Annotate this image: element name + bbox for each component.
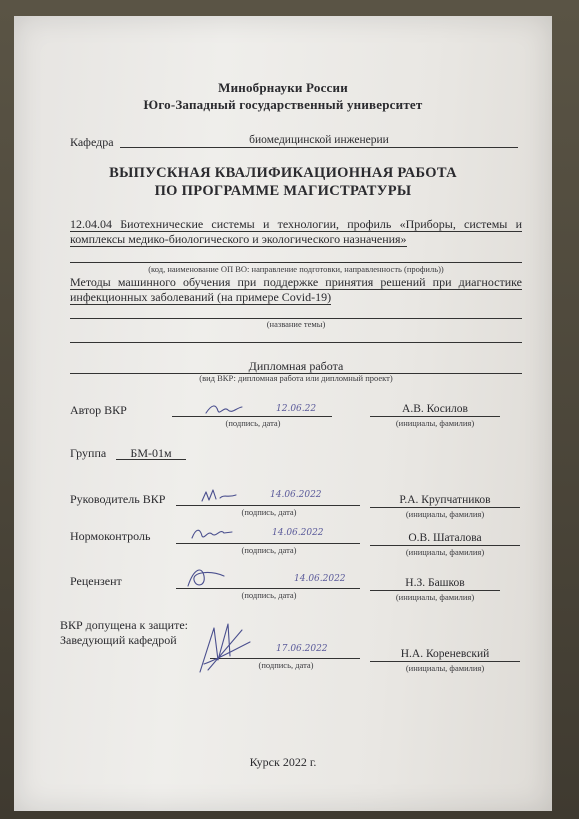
author-signature-caption: (подпись, дата) — [225, 418, 281, 428]
work-type-caption: (вид ВКР: дипломная работа или дипломный проект) — [199, 373, 393, 383]
work-type-value: Дипломная работа — [248, 359, 344, 373]
specialty-caption: (код, наименование ОП ВО: направление подготовки, направленность (профиль)) — [148, 264, 444, 274]
head-name: Н.А. Кореневский — [400, 648, 490, 660]
supervisor-signature — [200, 486, 240, 504]
specialty-underline — [70, 262, 522, 263]
head-name-line — [370, 661, 520, 662]
normcontrol-label: Нормоконтроль — [70, 529, 151, 543]
document-title-line2: ПО ПРОГРАММЕ МАГИСТРАТУРЫ — [154, 183, 412, 199]
normcontrol-date: 14.06.2022 — [272, 528, 324, 538]
reviewer-label: Рецензент — [70, 574, 122, 588]
group-label: Группа — [70, 446, 107, 460]
thesis-topic-value: Методы машинного обучения при поддержке принятия решений при диагностике инфекционных заболеваний (на примере Covid-19) — [70, 275, 522, 304]
supervisor-signature-caption: (подпись, дата) — [241, 507, 297, 517]
supervisor-name: Р.А. Крупчатников — [399, 494, 491, 506]
normcontrol-signature-caption: (подпись, дата) — [241, 545, 297, 555]
reviewer-name-caption: (инициалы, фамилия) — [395, 592, 475, 602]
reviewer-signature-caption: (подпись, дата) — [241, 590, 297, 600]
supervisor-signature-line — [176, 505, 360, 506]
department-label: Кафедра — [70, 135, 114, 149]
author-name-caption: (инициалы, фамилия) — [395, 418, 475, 428]
approval-statement: ВКР допущена к защите: — [60, 618, 188, 632]
head-signature-caption: (подпись, дата) — [258, 660, 314, 670]
normcontrol-name-caption: (инициалы, фамилия) — [405, 547, 485, 557]
normcontrol-signature — [190, 524, 234, 542]
head-date: 17.06.2022 — [276, 644, 328, 654]
thesis-topic — [70, 275, 522, 305]
department-underline — [120, 147, 518, 148]
normcontrol-signature-line — [176, 543, 360, 544]
author-label: Автор ВКР — [70, 403, 127, 417]
head-of-department-label: Заведующий кафедрой — [60, 633, 177, 647]
reviewer-name-line — [370, 590, 500, 591]
specialty-text — [70, 217, 522, 247]
supervisor-date: 14.06.2022 — [270, 490, 322, 500]
department-value: биомедицинской инженерии — [249, 134, 389, 146]
supervisor-name-line — [370, 507, 520, 508]
specialty-value: 12.04.04 Биотехнические системы и технологии, профиль «Приборы, системы и комплексы медико-биологического и экологического назначения» — [70, 217, 522, 246]
university-heading: Юго-Западный государственный университет — [143, 97, 423, 112]
ministry-heading: Минобрнауки России — [218, 80, 348, 95]
normcontrol-name-line — [370, 545, 520, 546]
author-signature-line — [172, 416, 332, 417]
supervisor-label: Руководитель ВКР — [70, 492, 166, 506]
author-signature — [204, 402, 244, 416]
reviewer-date: 14.06.2022 — [294, 574, 346, 584]
document-title-line1: ВЫПУСКНАЯ КВАЛИФИКАЦИОННАЯ РАБОТА — [109, 165, 457, 181]
document-page — [14, 16, 552, 811]
topic-extra-line — [70, 342, 522, 343]
reviewer-name: Н.З. Башков — [405, 577, 465, 589]
head-name-caption: (инициалы, фамилия) — [405, 663, 485, 673]
author-name-line — [370, 416, 500, 417]
reviewer-signature — [184, 564, 228, 590]
group-value: БМ-01м — [130, 446, 172, 460]
group-underline — [116, 459, 186, 460]
author-name: А.В. Косилов — [402, 403, 468, 415]
city-year: Курск 2022 г. — [249, 755, 317, 769]
normcontrol-name: О.В. Шаталова — [408, 532, 482, 544]
supervisor-name-caption: (инициалы, фамилия) — [405, 509, 485, 519]
topic-caption: (название темы) — [266, 319, 326, 329]
author-date: 12.06.22 — [276, 404, 317, 414]
